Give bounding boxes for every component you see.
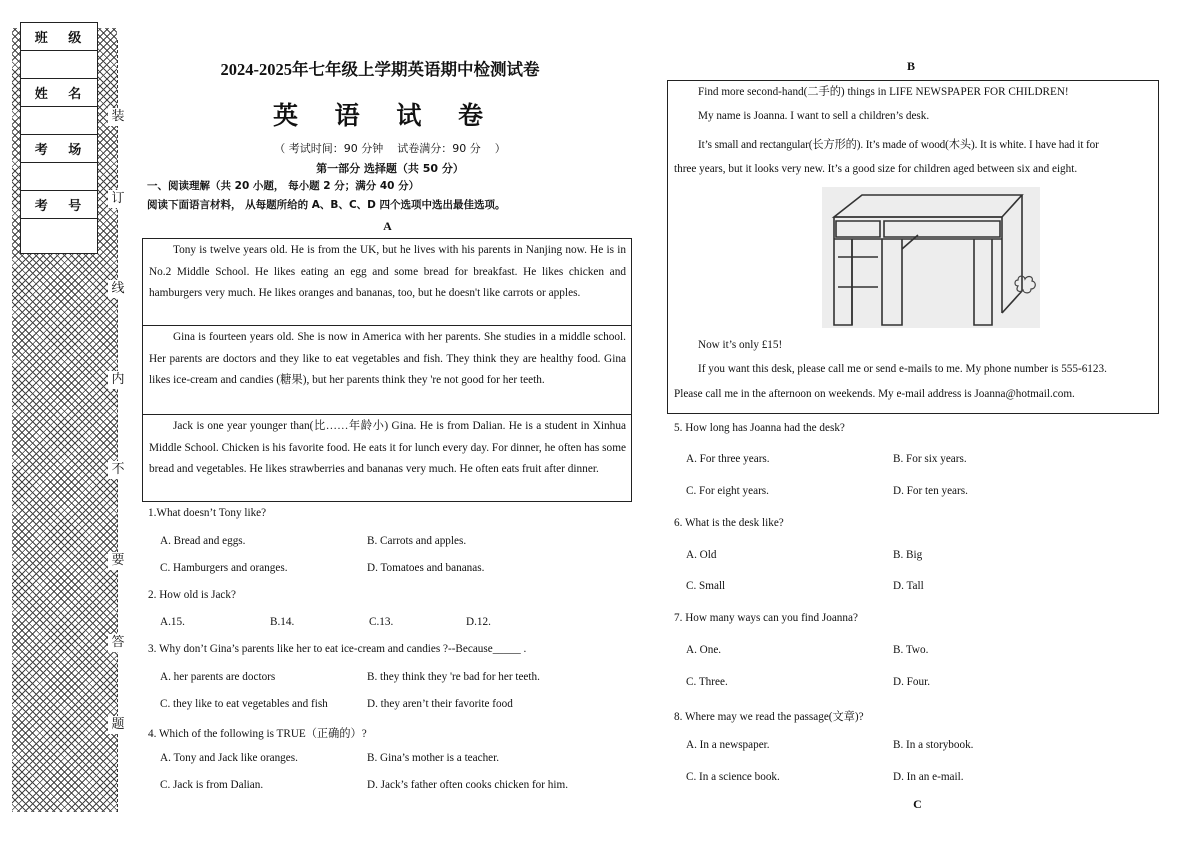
- option[interactable]: B. they think they 're bad for her teeth.: [367, 671, 540, 683]
- option[interactable]: B. In a storybook.: [893, 739, 974, 751]
- option[interactable]: D. In an e-mail.: [893, 771, 964, 783]
- option[interactable]: B. Gina’s mother is a teacher.: [367, 752, 500, 764]
- option[interactable]: C. In a science book.: [686, 771, 780, 783]
- student-info-box: [20, 22, 98, 254]
- option[interactable]: A. In a newspaper.: [686, 739, 770, 751]
- option[interactable]: D.12.: [466, 616, 491, 628]
- question-3: 3. Why don’t Gina’s parents like her to eat ice-cream and candies ?--Because_____ .: [148, 643, 527, 655]
- passage-paragraph: Tony is twelve years old. He is from the UK, but he lives with his parents in Nanjing now. He is in No.2 Middle School. He likes eating an egg and some bread for breakfast. He likes chicken and hamburgers very much. He likes oranges and bananas, too, but he doesn't like carrots or apples.: [149, 244, 626, 299]
- option[interactable]: D. For ten years.: [893, 485, 968, 497]
- option[interactable]: C. For eight years.: [686, 485, 769, 497]
- passage-c-letter: C: [913, 797, 922, 811]
- field-number-label: 考 号: [21, 191, 97, 219]
- field-number-blank[interactable]: [21, 219, 97, 246]
- option[interactable]: B. Carrots and apples.: [367, 535, 467, 547]
- question-4: 4. Which of the following is TRUE（正确的）?: [148, 728, 367, 740]
- option[interactable]: C. Jack is from Dalian.: [160, 779, 264, 791]
- passage-a-box: [142, 238, 632, 502]
- option[interactable]: A. One.: [686, 644, 722, 656]
- option[interactable]: C. Hamburgers and oranges.: [160, 562, 288, 574]
- passage-a-letter: A: [383, 219, 392, 233]
- option[interactable]: B. Big: [893, 549, 923, 561]
- binding-char: 答: [108, 634, 128, 652]
- option[interactable]: B.14.: [270, 616, 295, 628]
- field-class-blank[interactable]: [21, 51, 97, 79]
- option[interactable]: A. Tony and Jack like oranges.: [160, 752, 298, 764]
- option[interactable]: B. Two.: [893, 644, 929, 656]
- question-8: 8. Where may we read the passage(文章)?: [674, 711, 864, 723]
- option[interactable]: B. For six years.: [893, 453, 967, 465]
- part-heading: 第一部分 选择题（共 50 分）: [316, 162, 464, 175]
- passage-paragraph: Jack is one year younger than(比……年龄小) Gina. He is from Dalian. He is a student in Xinhua Middle School. Chicken is his favorite food. He eats it for lunch every day. For dinner, he often has some bread and vegetables. He likes strawberries and bananas very much. He often eats fruit after dinner.: [143, 414, 631, 501]
- exam-title: 2024-2025年七年级上学期英语期中检测试卷: [220, 60, 540, 79]
- option[interactable]: D. they aren’t their favorite food: [367, 698, 513, 710]
- passage-b-line: Please call me in the afternoon on weekends. My e-mail address is Joanna@hotmail.com.: [674, 388, 1075, 400]
- passage-b-line: Find more second-hand(二手的) things in LIFE NEWSPAPER FOR CHILDREN!: [698, 86, 1069, 98]
- option[interactable]: C. they like to eat vegetables and fish: [160, 698, 328, 710]
- binding-dashed-line: [117, 40, 118, 812]
- field-room-blank[interactable]: [21, 163, 97, 191]
- binding-char: 题: [108, 716, 128, 734]
- field-name-blank[interactable]: [21, 107, 97, 135]
- passage-b-line: If you want this desk, please call me or send e-mails to me. My phone number is 555-6123.: [698, 363, 1107, 375]
- question-1: 1.What doesn’t Tony like?: [148, 507, 267, 519]
- field-name-label: 姓 名: [21, 79, 97, 107]
- passage-b-line: It’s small and rectangular(长方形的). It’s made of wood(木头). It is white. I have had it for: [698, 139, 1099, 151]
- option[interactable]: C. Three.: [686, 676, 728, 688]
- binding-char: 线: [108, 280, 128, 298]
- question-2: 2. How old is Jack?: [148, 589, 236, 601]
- option[interactable]: C. Small: [686, 580, 726, 592]
- option[interactable]: D. Jack’s father often cooks chicken for him.: [367, 779, 568, 791]
- passage-paragraph: Gina is fourteen years old. She is now in America with her parents. She studies in a middle school. Her parents are doctors and they like to eat vegetables and fish. They think they are healthy food. Gina likes ice-cream and candies (糖果), but her parents think they 're not good for her teeth.: [143, 325, 631, 414]
- option[interactable]: D. Tomatoes and bananas.: [367, 562, 485, 574]
- option[interactable]: A. her parents are doctors: [160, 671, 276, 683]
- field-room-label: 考 场: [21, 135, 97, 163]
- binding-char: 订: [108, 190, 128, 208]
- option[interactable]: A.15.: [160, 616, 185, 628]
- question-6: 6. What is the desk like?: [674, 517, 784, 529]
- binding-char: 装: [108, 108, 128, 126]
- flower-icon: [1012, 272, 1038, 296]
- passage-b-letter: B: [906, 59, 915, 73]
- exam-info: （ 考试时间：90 分钟 试卷满分：90 分 ）: [274, 142, 506, 155]
- binding-char: 不: [108, 461, 128, 479]
- section-heading: 一、阅读理解（共 20 小题， 每小题 2 分；满分 40 分）: [147, 180, 420, 192]
- passage-b-line: Now it’s only £15!: [698, 339, 783, 351]
- desk-image: [822, 187, 1040, 328]
- section-instruction: 阅读下面语言材料， 从每题所给的 A、B、C、D 四个选项中选出最佳选项。: [147, 199, 506, 211]
- passage-b-line: My name is Joanna. I want to sell a children’s desk.: [698, 110, 930, 122]
- question-7: 7. How many ways can you find Joanna?: [674, 612, 858, 624]
- question-5: 5. How long has Joanna had the desk?: [674, 422, 845, 434]
- binding-char: 内: [108, 371, 128, 389]
- option[interactable]: A. Old: [686, 549, 717, 561]
- option[interactable]: D. Four.: [893, 676, 930, 688]
- option[interactable]: A. Bread and eggs.: [160, 535, 246, 547]
- exam-subtitle: 英 语 试 卷: [272, 101, 498, 130]
- binding-char: 要: [108, 552, 128, 570]
- option[interactable]: D. Tall: [893, 580, 924, 592]
- desk-drawing: [822, 187, 1040, 328]
- option[interactable]: C.13.: [369, 616, 394, 628]
- field-class-label: 班 级: [21, 23, 97, 51]
- option[interactable]: A. For three years.: [686, 453, 770, 465]
- passage-b-line: three years, but it looks very new. It’s a good size for children aged between six and eight.: [674, 163, 1078, 175]
